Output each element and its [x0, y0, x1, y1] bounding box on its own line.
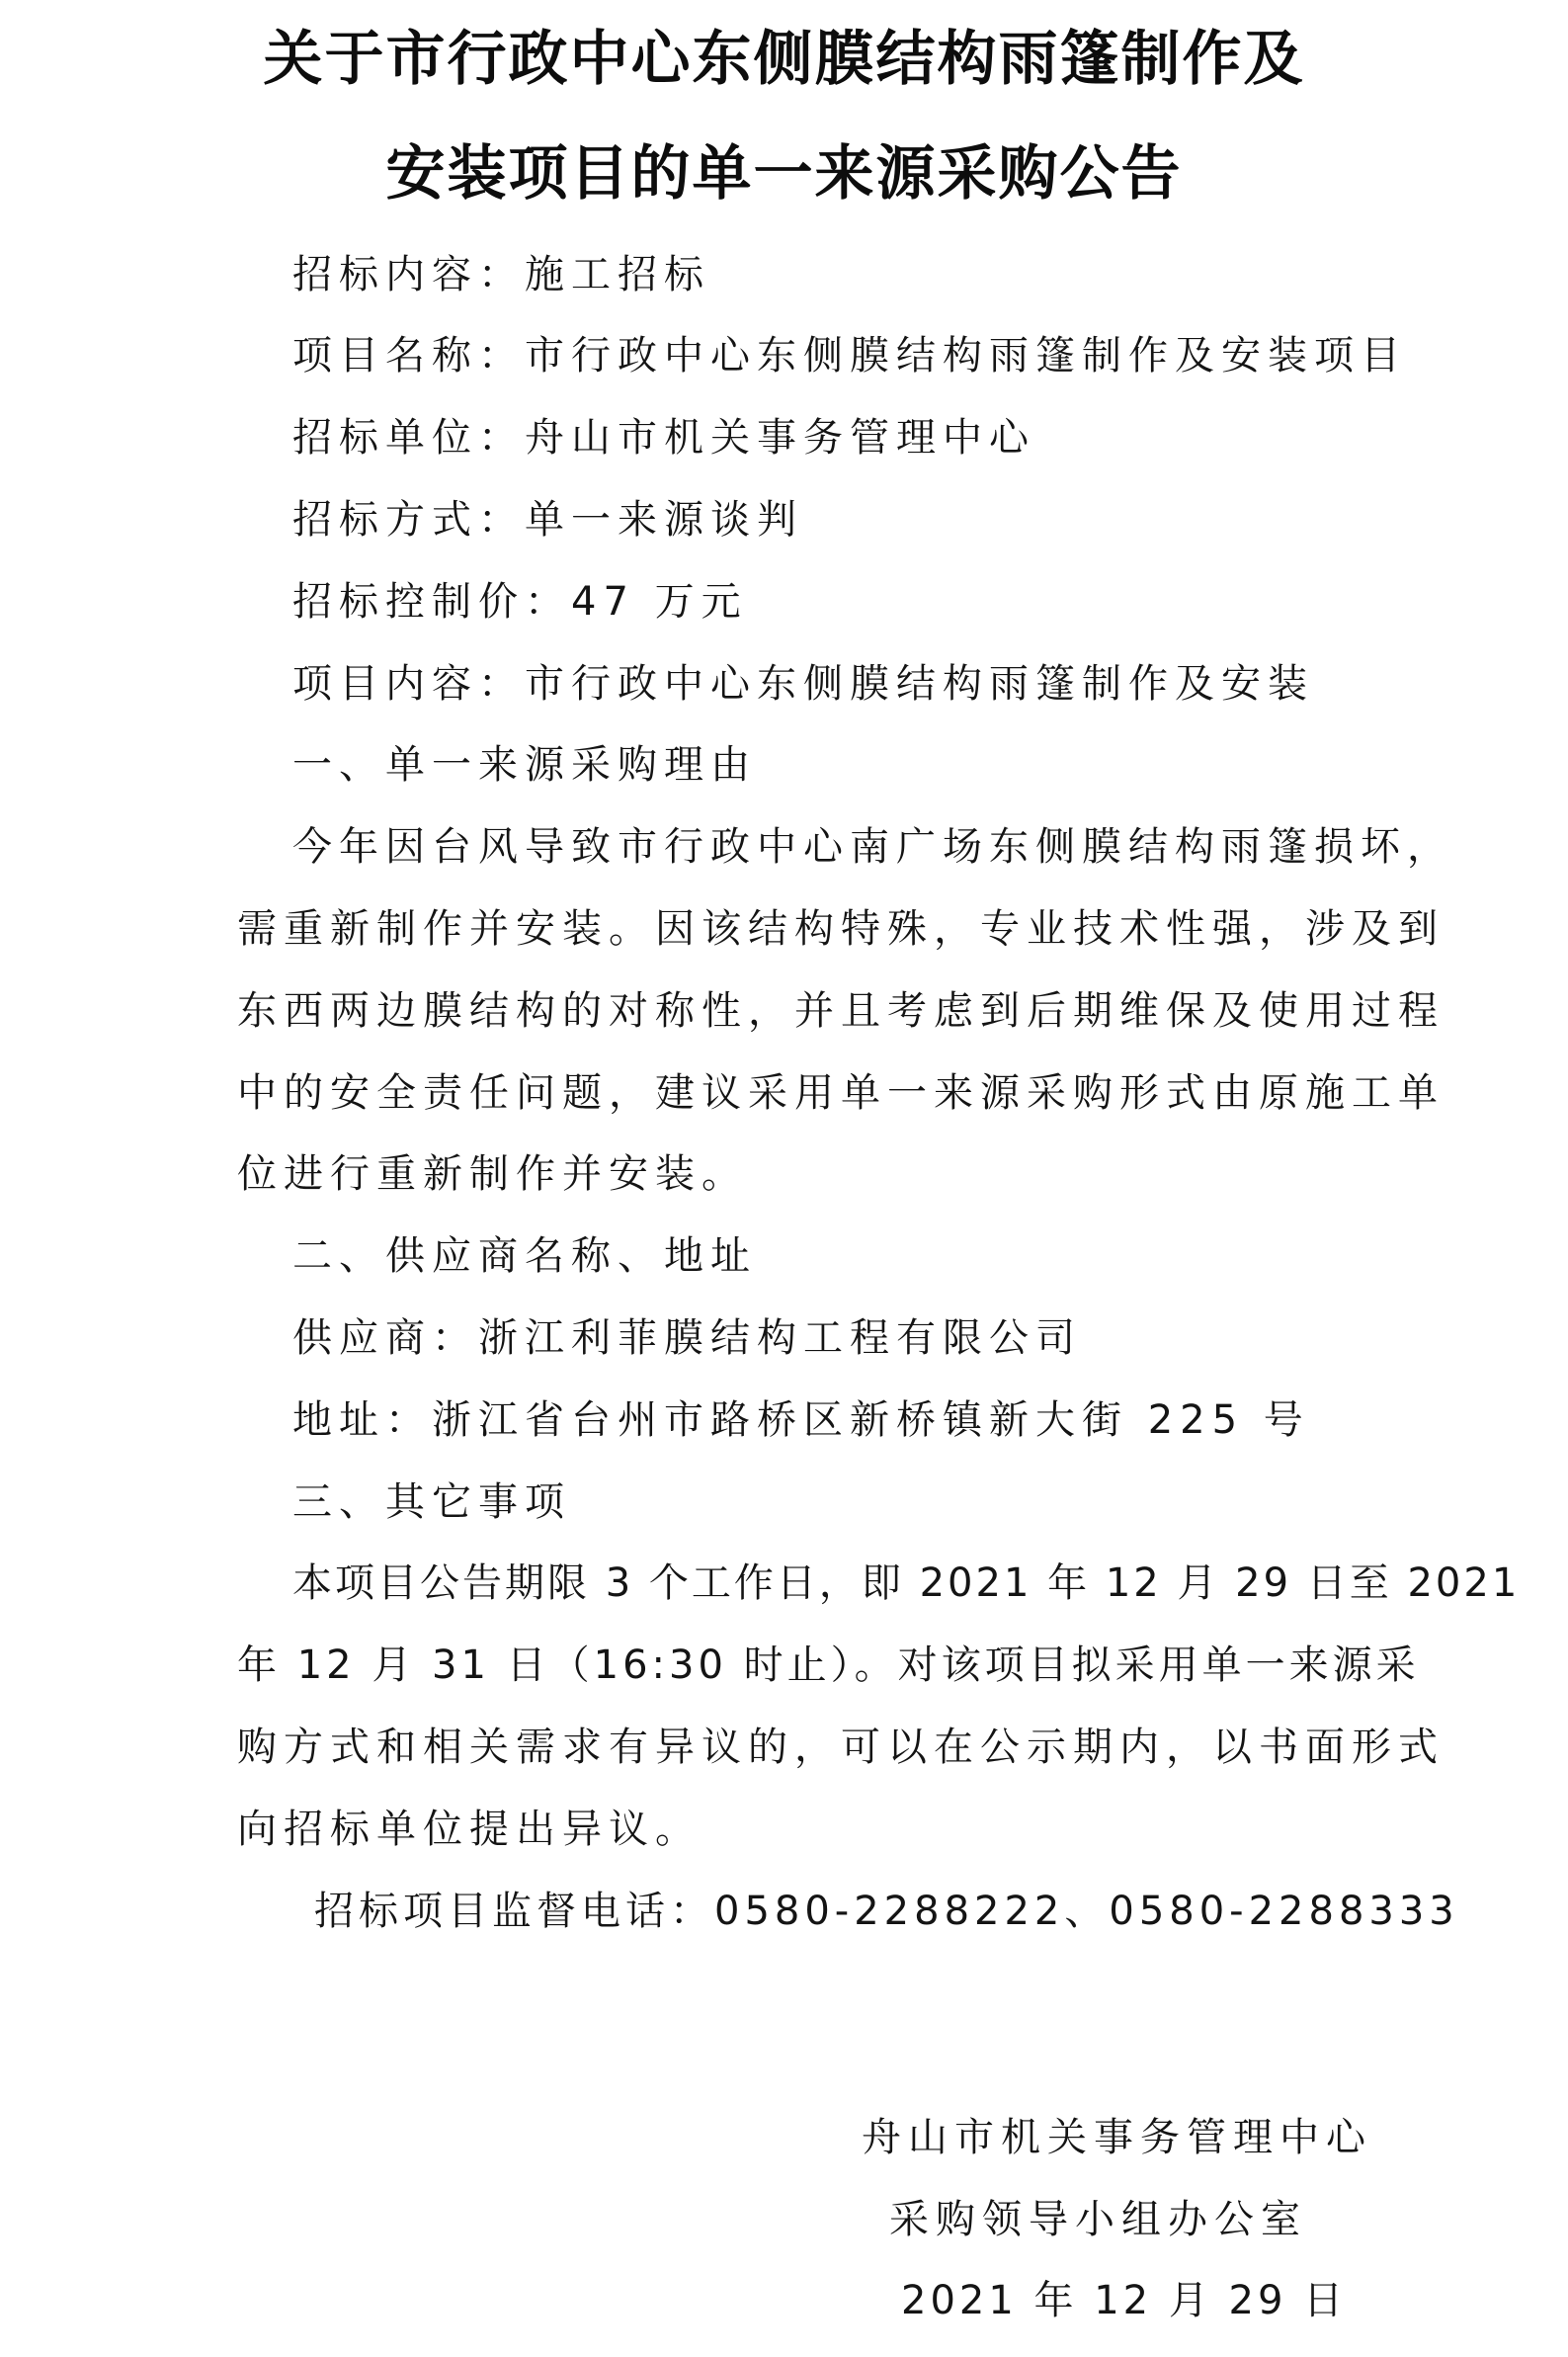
signature-organization: 舟山市机关事务管理中心	[862, 2115, 1372, 2160]
other-paragraph-line: 年 12 月 31 日（16:30 时止）。对该项目拟采用单一来源采	[237, 1642, 1420, 1688]
signature-date: 2021 年 12 月 29 日	[901, 2278, 1348, 2323]
reason-paragraph-line: 位进行重新制作并安装。	[237, 1151, 748, 1197]
other-paragraph-line: 向招标单位提出异议。	[237, 1807, 701, 1852]
document-title-line-1: 关于市行政中心东侧膜结构雨篷制作及	[263, 25, 1305, 94]
field-bidding-method: 招标方式：单一来源谈判	[292, 497, 803, 543]
signature-office: 采购领导小组办公室	[889, 2197, 1307, 2242]
field-project-content: 项目内容：市行政中心东侧膜结构雨篷制作及安装	[292, 661, 1314, 707]
other-paragraph-line: 购方式和相关需求有异议的，可以在公示期内，以书面形式	[237, 1725, 1444, 1770]
supplier-name: 供应商：浙江利菲膜结构工程有限公司	[292, 1315, 1082, 1361]
section-heading-reason: 一、单一来源采购理由	[292, 742, 757, 788]
field-bidding-unit: 招标单位：舟山市机关事务管理中心	[292, 415, 1035, 461]
field-bid-content: 招标内容：施工招标	[292, 252, 710, 297]
supervision-phone: 招标项目监督电话：0580-2288222、0580-2288333	[314, 1889, 1459, 1934]
reason-paragraph-line: 东西两边膜结构的对称性，并且考虑到后期维保及使用过程	[237, 988, 1444, 1034]
other-paragraph-line: 本项目公告期限 3 个工作日，即 2021 年 12 月 29 日至 2021	[292, 1560, 1521, 1606]
field-project-name: 项目名称：市行政中心东侧膜结构雨篷制作及安装项目	[292, 333, 1407, 379]
reason-paragraph-line: 中的安全责任问题，建议采用单一来源采购形式由原施工单	[237, 1070, 1444, 1116]
section-heading-other: 三、其它事项	[292, 1479, 571, 1525]
document-title-line-2: 安装项目的单一来源采购公告	[385, 139, 1183, 209]
supplier-address: 地址：浙江省台州市路桥区新桥镇新大街 225 号	[292, 1397, 1310, 1443]
section-heading-supplier: 二、供应商名称、地址	[292, 1233, 757, 1279]
reason-paragraph-line: 今年因台风导致市行政中心南广场东侧膜结构雨篷损坏，	[292, 824, 1453, 870]
field-control-price: 招标控制价：47 万元	[292, 579, 748, 625]
reason-paragraph-line: 需重新制作并安装。因该结构特殊，专业技术性强，涉及到	[237, 906, 1444, 952]
